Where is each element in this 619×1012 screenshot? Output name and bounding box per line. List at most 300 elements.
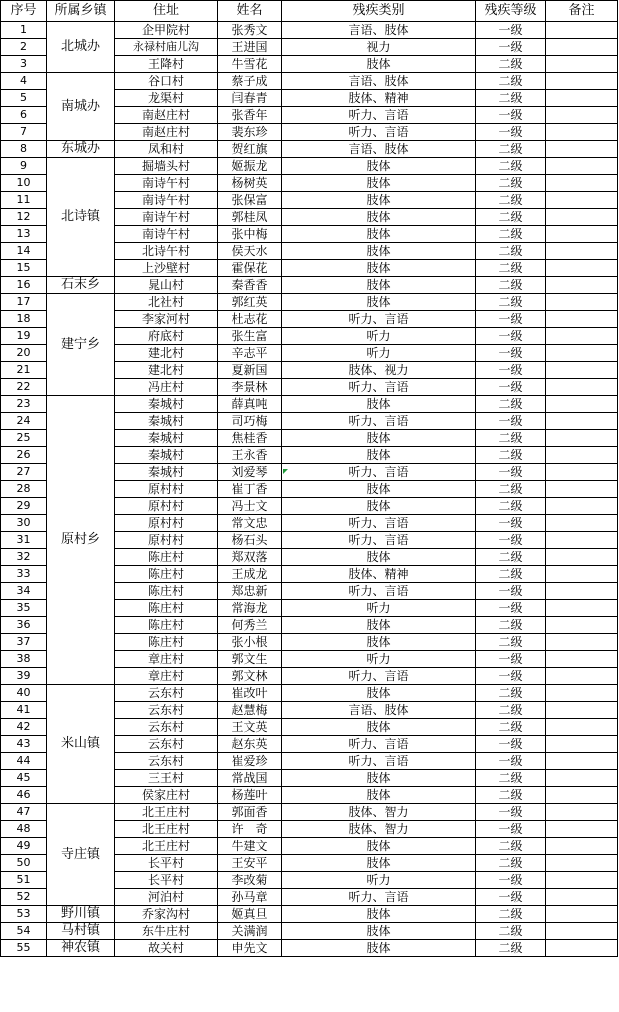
- cell-name[interactable]: 牛雪花: [218, 56, 282, 73]
- cell-disability-grade[interactable]: 一级: [476, 736, 546, 753]
- cell-disability-category[interactable]: 肢体: [282, 549, 476, 566]
- cell-disability-category[interactable]: 肢体: [282, 685, 476, 702]
- cell-disability-grade[interactable]: 二级: [476, 940, 546, 957]
- cell-disability-grade[interactable]: 一级: [476, 821, 546, 838]
- cell-address[interactable]: 上沙壁村: [115, 260, 218, 277]
- cell-remarks[interactable]: [546, 39, 618, 56]
- cell-address[interactable]: 南赵庄村: [115, 124, 218, 141]
- cell-remarks[interactable]: [546, 651, 618, 668]
- cell-serial[interactable]: 24: [1, 413, 47, 430]
- cell-disability-grade[interactable]: 二级: [476, 277, 546, 294]
- cell-address[interactable]: 建北村: [115, 362, 218, 379]
- cell-disability-grade[interactable]: 一级: [476, 345, 546, 362]
- cell-address[interactable]: 晁山村: [115, 277, 218, 294]
- cell-disability-category[interactable]: 肢体、精神: [282, 566, 476, 583]
- cell-address[interactable]: 故关村: [115, 940, 218, 957]
- cell-disability-grade[interactable]: 二级: [476, 719, 546, 736]
- cell-address[interactable]: 陈庄村: [115, 549, 218, 566]
- cell-name[interactable]: 王成龙: [218, 566, 282, 583]
- cell-address[interactable]: 云东村: [115, 702, 218, 719]
- cell-disability-grade[interactable]: 一级: [476, 515, 546, 532]
- cell-name[interactable]: 何秀兰: [218, 617, 282, 634]
- cell-disability-grade[interactable]: 一级: [476, 872, 546, 889]
- cell-disability-grade[interactable]: 二级: [476, 923, 546, 940]
- cell-name[interactable]: 杜志花: [218, 311, 282, 328]
- cell-name[interactable]: 霍保花: [218, 260, 282, 277]
- cell-disability-grade[interactable]: 一级: [476, 107, 546, 124]
- cell-disability-grade[interactable]: 二级: [476, 141, 546, 158]
- cell-serial[interactable]: 12: [1, 209, 47, 226]
- cell-disability-grade[interactable]: 一级: [476, 668, 546, 685]
- cell-name[interactable]: 常海龙: [218, 600, 282, 617]
- cell-address[interactable]: 秦城村: [115, 430, 218, 447]
- cell-serial[interactable]: 7: [1, 124, 47, 141]
- cell-serial[interactable]: 53: [1, 906, 47, 923]
- cell-township[interactable]: 野川镇: [47, 906, 115, 923]
- cell-serial[interactable]: 17: [1, 294, 47, 311]
- cell-disability-grade[interactable]: 一级: [476, 311, 546, 328]
- cell-remarks[interactable]: [546, 90, 618, 107]
- cell-remarks[interactable]: [546, 396, 618, 413]
- cell-serial[interactable]: 18: [1, 311, 47, 328]
- cell-serial[interactable]: 26: [1, 447, 47, 464]
- cell-serial[interactable]: 33: [1, 566, 47, 583]
- cell-disability-category[interactable]: 听力: [282, 872, 476, 889]
- cell-address[interactable]: 三王村: [115, 770, 218, 787]
- cell-remarks[interactable]: [546, 532, 618, 549]
- cell-remarks[interactable]: [546, 685, 618, 702]
- cell-remarks[interactable]: [546, 209, 618, 226]
- cell-serial[interactable]: 54: [1, 923, 47, 940]
- cell-remarks[interactable]: [546, 362, 618, 379]
- cell-name[interactable]: 郭桂凤: [218, 209, 282, 226]
- cell-remarks[interactable]: [546, 838, 618, 855]
- cell-remarks[interactable]: [546, 158, 618, 175]
- cell-name[interactable]: 李改菊: [218, 872, 282, 889]
- cell-serial[interactable]: 14: [1, 243, 47, 260]
- cell-disability-category[interactable]: 听力、言语: [282, 413, 476, 430]
- cell-serial[interactable]: 22: [1, 379, 47, 396]
- cell-remarks[interactable]: [546, 107, 618, 124]
- cell-address[interactable]: 秦城村: [115, 447, 218, 464]
- cell-remarks[interactable]: [546, 617, 618, 634]
- cell-disability-category[interactable]: 肢体: [282, 430, 476, 447]
- cell-name[interactable]: 姬振龙: [218, 158, 282, 175]
- cell-disability-grade[interactable]: 二级: [476, 243, 546, 260]
- cell-address[interactable]: 长平村: [115, 855, 218, 872]
- cell-disability-category[interactable]: 肢体: [282, 158, 476, 175]
- cell-address[interactable]: 南诗午村: [115, 175, 218, 192]
- cell-serial[interactable]: 31: [1, 532, 47, 549]
- cell-disability-category[interactable]: 听力、言语: [282, 753, 476, 770]
- cell-address[interactable]: 章庄村: [115, 668, 218, 685]
- cell-remarks[interactable]: [546, 447, 618, 464]
- cell-remarks[interactable]: [546, 702, 618, 719]
- cell-name[interactable]: 郑忠新: [218, 583, 282, 600]
- cell-remarks[interactable]: [546, 940, 618, 957]
- cell-address[interactable]: 凤和村: [115, 141, 218, 158]
- cell-address[interactable]: 秦城村: [115, 396, 218, 413]
- cell-serial[interactable]: 29: [1, 498, 47, 515]
- cell-disability-category[interactable]: 言语、肢体: [282, 141, 476, 158]
- cell-disability-grade[interactable]: 二级: [476, 566, 546, 583]
- cell-serial[interactable]: 25: [1, 430, 47, 447]
- cell-name[interactable]: 王文英: [218, 719, 282, 736]
- cell-remarks[interactable]: [546, 345, 618, 362]
- cell-disability-category[interactable]: 肢体: [282, 226, 476, 243]
- cell-disability-grade[interactable]: 一级: [476, 124, 546, 141]
- cell-disability-grade[interactable]: 二级: [476, 192, 546, 209]
- cell-name[interactable]: 郭面香: [218, 804, 282, 821]
- cell-address[interactable]: 陈庄村: [115, 634, 218, 651]
- cell-disability-category[interactable]: 听力: [282, 328, 476, 345]
- cell-remarks[interactable]: [546, 804, 618, 821]
- cell-name[interactable]: 王安平: [218, 855, 282, 872]
- cell-disability-grade[interactable]: 一级: [476, 379, 546, 396]
- cell-address[interactable]: 原村村: [115, 498, 218, 515]
- cell-address[interactable]: 南赵庄村: [115, 107, 218, 124]
- cell-serial[interactable]: 10: [1, 175, 47, 192]
- cell-name[interactable]: 辛志平: [218, 345, 282, 362]
- cell-remarks[interactable]: [546, 668, 618, 685]
- cell-serial[interactable]: 5: [1, 90, 47, 107]
- cell-disability-category[interactable]: 肢体: [282, 838, 476, 855]
- cell-serial[interactable]: 44: [1, 753, 47, 770]
- cell-disability-grade[interactable]: 二级: [476, 787, 546, 804]
- cell-name[interactable]: 焦桂香: [218, 430, 282, 447]
- cell-serial[interactable]: 15: [1, 260, 47, 277]
- cell-disability-grade[interactable]: 一级: [476, 22, 546, 39]
- cell-township[interactable]: 寺庄镇: [47, 804, 115, 906]
- cell-address[interactable]: 乔家沟村: [115, 906, 218, 923]
- cell-serial[interactable]: 11: [1, 192, 47, 209]
- cell-address[interactable]: 南诗午村: [115, 226, 218, 243]
- comment-indicator-icon[interactable]: [283, 469, 288, 474]
- cell-address[interactable]: 北社村: [115, 294, 218, 311]
- cell-name[interactable]: 郑双落: [218, 549, 282, 566]
- cell-name[interactable]: 张保富: [218, 192, 282, 209]
- cell-serial[interactable]: 45: [1, 770, 47, 787]
- cell-remarks[interactable]: [546, 226, 618, 243]
- cell-name[interactable]: 郭文林: [218, 668, 282, 685]
- cell-remarks[interactable]: [546, 294, 618, 311]
- cell-disability-grade[interactable]: 二级: [476, 906, 546, 923]
- cell-disability-grade[interactable]: 一级: [476, 413, 546, 430]
- cell-disability-category[interactable]: 肢体: [282, 56, 476, 73]
- cell-serial[interactable]: 47: [1, 804, 47, 821]
- cell-disability-category[interactable]: 肢体: [282, 617, 476, 634]
- cell-serial[interactable]: 38: [1, 651, 47, 668]
- cell-name[interactable]: 冯士文: [218, 498, 282, 515]
- cell-serial[interactable]: 4: [1, 73, 47, 90]
- header-name[interactable]: 姓名: [218, 1, 282, 22]
- cell-name[interactable]: 郭文生: [218, 651, 282, 668]
- cell-serial[interactable]: 23: [1, 396, 47, 413]
- cell-serial[interactable]: 9: [1, 158, 47, 175]
- cell-remarks[interactable]: [546, 923, 618, 940]
- cell-remarks[interactable]: [546, 464, 618, 481]
- cell-address[interactable]: 秦城村: [115, 464, 218, 481]
- header-remarks[interactable]: 备注: [546, 1, 618, 22]
- cell-township[interactable]: 马村镇: [47, 923, 115, 940]
- cell-remarks[interactable]: [546, 141, 618, 158]
- cell-name[interactable]: 张香年: [218, 107, 282, 124]
- cell-address[interactable]: 王降村: [115, 56, 218, 73]
- cell-remarks[interactable]: [546, 260, 618, 277]
- cell-disability-grade[interactable]: 一级: [476, 651, 546, 668]
- cell-remarks[interactable]: [546, 634, 618, 651]
- cell-disability-category[interactable]: 肢体: [282, 447, 476, 464]
- cell-address[interactable]: 长平村: [115, 872, 218, 889]
- cell-serial[interactable]: 30: [1, 515, 47, 532]
- cell-disability-category[interactable]: 听力、言语: [282, 379, 476, 396]
- cell-disability-category[interactable]: 言语、肢体: [282, 73, 476, 90]
- cell-serial[interactable]: 39: [1, 668, 47, 685]
- cell-serial[interactable]: 3: [1, 56, 47, 73]
- cell-township[interactable]: 米山镇: [47, 685, 115, 804]
- cell-name[interactable]: 崔丁香: [218, 481, 282, 498]
- cell-remarks[interactable]: [546, 430, 618, 447]
- cell-disability-grade[interactable]: 二级: [476, 260, 546, 277]
- cell-disability-grade[interactable]: 二级: [476, 294, 546, 311]
- cell-name[interactable]: 杨石头: [218, 532, 282, 549]
- cell-disability-grade[interactable]: 一级: [476, 889, 546, 906]
- cell-disability-category[interactable]: 听力、言语: [282, 889, 476, 906]
- cell-address[interactable]: 北诗午村: [115, 243, 218, 260]
- cell-address[interactable]: 陈庄村: [115, 566, 218, 583]
- cell-name[interactable]: 常战国: [218, 770, 282, 787]
- cell-disability-grade[interactable]: 二级: [476, 481, 546, 498]
- cell-remarks[interactable]: [546, 719, 618, 736]
- cell-disability-grade[interactable]: 二级: [476, 702, 546, 719]
- cell-name[interactable]: 贺红旗: [218, 141, 282, 158]
- cell-address[interactable]: 北王庄村: [115, 804, 218, 821]
- cell-serial[interactable]: 27: [1, 464, 47, 481]
- cell-disability-grade[interactable]: 二级: [476, 175, 546, 192]
- cell-remarks[interactable]: [546, 549, 618, 566]
- cell-disability-grade[interactable]: 一级: [476, 804, 546, 821]
- cell-disability-category[interactable]: 肢体: [282, 243, 476, 260]
- cell-serial[interactable]: 6: [1, 107, 47, 124]
- cell-address[interactable]: 企甲院村: [115, 22, 218, 39]
- cell-disability-category[interactable]: 听力: [282, 600, 476, 617]
- cell-remarks[interactable]: [546, 277, 618, 294]
- cell-address[interactable]: 云东村: [115, 753, 218, 770]
- cell-disability-category[interactable]: 肢体: [282, 906, 476, 923]
- cell-remarks[interactable]: [546, 821, 618, 838]
- cell-name[interactable]: 关满润: [218, 923, 282, 940]
- cell-disability-grade[interactable]: 一级: [476, 600, 546, 617]
- cell-name[interactable]: 张秀文: [218, 22, 282, 39]
- cell-disability-grade[interactable]: 一级: [476, 583, 546, 600]
- cell-disability-grade[interactable]: 一级: [476, 532, 546, 549]
- cell-name[interactable]: 秦香香: [218, 277, 282, 294]
- cell-disability-grade[interactable]: 一级: [476, 328, 546, 345]
- cell-address[interactable]: 冯庄村: [115, 379, 218, 396]
- cell-remarks[interactable]: [546, 872, 618, 889]
- cell-serial[interactable]: 34: [1, 583, 47, 600]
- cell-serial[interactable]: 13: [1, 226, 47, 243]
- cell-disability-category[interactable]: 听力、言语: [282, 532, 476, 549]
- cell-address[interactable]: 陈庄村: [115, 600, 218, 617]
- cell-disability-category[interactable]: 听力、言语: [282, 736, 476, 753]
- cell-name[interactable]: 杨莲叶: [218, 787, 282, 804]
- cell-name[interactable]: 常文忠: [218, 515, 282, 532]
- cell-remarks[interactable]: [546, 515, 618, 532]
- cell-name[interactable]: 侯天水: [218, 243, 282, 260]
- cell-disability-category[interactable]: 肢体: [282, 175, 476, 192]
- cell-remarks[interactable]: [546, 906, 618, 923]
- cell-disability-category[interactable]: 肢体: [282, 260, 476, 277]
- cell-serial[interactable]: 16: [1, 277, 47, 294]
- cell-name[interactable]: 张生富: [218, 328, 282, 345]
- cell-disability-category[interactable]: 听力、言语: [282, 464, 476, 481]
- cell-address[interactable]: 陈庄村: [115, 617, 218, 634]
- cell-address[interactable]: 掘墙头村: [115, 158, 218, 175]
- cell-name[interactable]: 杨树英: [218, 175, 282, 192]
- cell-name[interactable]: 许 奇: [218, 821, 282, 838]
- cell-disability-category[interactable]: 言语、肢体: [282, 702, 476, 719]
- cell-remarks[interactable]: [546, 787, 618, 804]
- cell-disability-category[interactable]: 肢体: [282, 294, 476, 311]
- cell-address[interactable]: 原村村: [115, 481, 218, 498]
- cell-remarks[interactable]: [546, 328, 618, 345]
- cell-serial[interactable]: 21: [1, 362, 47, 379]
- cell-disability-category[interactable]: 肢体、视力: [282, 362, 476, 379]
- cell-name[interactable]: 王永香: [218, 447, 282, 464]
- cell-township[interactable]: 北诗镇: [47, 158, 115, 277]
- cell-remarks[interactable]: [546, 192, 618, 209]
- cell-remarks[interactable]: [546, 889, 618, 906]
- cell-disability-category[interactable]: 肢体: [282, 498, 476, 515]
- cell-serial[interactable]: 41: [1, 702, 47, 719]
- cell-name[interactable]: 崔改叶: [218, 685, 282, 702]
- cell-disability-grade[interactable]: 二级: [476, 549, 546, 566]
- cell-name[interactable]: 郭红英: [218, 294, 282, 311]
- header-address[interactable]: 住址: [115, 1, 218, 22]
- cell-disability-category[interactable]: 肢体: [282, 719, 476, 736]
- cell-name[interactable]: 申先文: [218, 940, 282, 957]
- cell-disability-category[interactable]: 肢体: [282, 192, 476, 209]
- cell-disability-grade[interactable]: 二级: [476, 209, 546, 226]
- cell-address[interactable]: 秦城村: [115, 413, 218, 430]
- cell-disability-category[interactable]: 肢体、智力: [282, 804, 476, 821]
- cell-remarks[interactable]: [546, 124, 618, 141]
- cell-remarks[interactable]: [546, 736, 618, 753]
- cell-address[interactable]: 南诗午村: [115, 192, 218, 209]
- cell-serial[interactable]: 36: [1, 617, 47, 634]
- cell-disability-category[interactable]: 听力: [282, 345, 476, 362]
- header-serial[interactable]: 序号: [1, 1, 47, 22]
- cell-serial[interactable]: 42: [1, 719, 47, 736]
- cell-disability-grade[interactable]: 二级: [476, 90, 546, 107]
- cell-address[interactable]: 云东村: [115, 736, 218, 753]
- header-township[interactable]: 所属乡镇: [47, 1, 115, 22]
- cell-serial[interactable]: 19: [1, 328, 47, 345]
- cell-disability-category[interactable]: 肢体: [282, 481, 476, 498]
- cell-serial[interactable]: 37: [1, 634, 47, 651]
- cell-remarks[interactable]: [546, 56, 618, 73]
- cell-disability-category[interactable]: 肢体: [282, 396, 476, 413]
- cell-address[interactable]: 原村村: [115, 532, 218, 549]
- cell-township[interactable]: 建宁乡: [47, 294, 115, 396]
- cell-township[interactable]: 石末乡: [47, 277, 115, 294]
- cell-address[interactable]: 北王庄村: [115, 838, 218, 855]
- cell-remarks[interactable]: [546, 498, 618, 515]
- cell-disability-grade[interactable]: 二级: [476, 430, 546, 447]
- cell-township[interactable]: 东城办: [47, 141, 115, 158]
- cell-address[interactable]: 李家河村: [115, 311, 218, 328]
- cell-address[interactable]: 云东村: [115, 719, 218, 736]
- cell-disability-grade[interactable]: 二级: [476, 226, 546, 243]
- cell-disability-grade[interactable]: 二级: [476, 447, 546, 464]
- cell-disability-category[interactable]: 肢体: [282, 209, 476, 226]
- cell-disability-grade[interactable]: 二级: [476, 396, 546, 413]
- cell-disability-category[interactable]: 听力、言语: [282, 311, 476, 328]
- cell-disability-category[interactable]: 肢体、精神: [282, 90, 476, 107]
- cell-remarks[interactable]: [546, 583, 618, 600]
- cell-disability-grade[interactable]: 二级: [476, 634, 546, 651]
- cell-township[interactable]: 神农镇: [47, 940, 115, 957]
- cell-disability-grade[interactable]: 二级: [476, 158, 546, 175]
- cell-remarks[interactable]: [546, 753, 618, 770]
- cell-remarks[interactable]: [546, 73, 618, 90]
- cell-name[interactable]: 刘爱琴: [218, 464, 282, 481]
- cell-serial[interactable]: 1: [1, 22, 47, 39]
- cell-address[interactable]: 侯家庄村: [115, 787, 218, 804]
- cell-remarks[interactable]: [546, 22, 618, 39]
- cell-name[interactable]: 赵慧梅: [218, 702, 282, 719]
- cell-name[interactable]: 姬真旦: [218, 906, 282, 923]
- cell-disability-category[interactable]: 肢体: [282, 787, 476, 804]
- cell-disability-grade[interactable]: 二级: [476, 838, 546, 855]
- cell-disability-category[interactable]: 肢体: [282, 634, 476, 651]
- cell-disability-category[interactable]: 肢体: [282, 940, 476, 957]
- cell-remarks[interactable]: [546, 243, 618, 260]
- cell-address[interactable]: 谷口村: [115, 73, 218, 90]
- cell-address[interactable]: 陈庄村: [115, 583, 218, 600]
- cell-name[interactable]: 张中梅: [218, 226, 282, 243]
- cell-disability-category[interactable]: 肢体、智力: [282, 821, 476, 838]
- cell-disability-grade[interactable]: 二级: [476, 770, 546, 787]
- cell-serial[interactable]: 2: [1, 39, 47, 56]
- cell-address[interactable]: 龙渠村: [115, 90, 218, 107]
- cell-remarks[interactable]: [546, 566, 618, 583]
- cell-disability-category[interactable]: 肢体: [282, 855, 476, 872]
- cell-name[interactable]: 蔡子成: [218, 73, 282, 90]
- cell-remarks[interactable]: [546, 413, 618, 430]
- cell-disability-category[interactable]: 听力、言语: [282, 583, 476, 600]
- cell-township[interactable]: 北城办: [47, 22, 115, 73]
- cell-name[interactable]: 孙马章: [218, 889, 282, 906]
- header-disability-grade[interactable]: 残疾等级: [476, 1, 546, 22]
- cell-address[interactable]: 原村村: [115, 515, 218, 532]
- cell-disability-grade[interactable]: 二级: [476, 617, 546, 634]
- cell-disability-category[interactable]: 肢体: [282, 277, 476, 294]
- cell-remarks[interactable]: [546, 481, 618, 498]
- cell-serial[interactable]: 32: [1, 549, 47, 566]
- cell-disability-grade[interactable]: 一级: [476, 39, 546, 56]
- cell-address[interactable]: 河泊村: [115, 889, 218, 906]
- cell-serial[interactable]: 28: [1, 481, 47, 498]
- cell-name[interactable]: 李景林: [218, 379, 282, 396]
- cell-name[interactable]: 司巧梅: [218, 413, 282, 430]
- cell-name[interactable]: 夏新国: [218, 362, 282, 379]
- cell-disability-category[interactable]: 听力、言语: [282, 668, 476, 685]
- cell-disability-category[interactable]: 肢体: [282, 770, 476, 787]
- cell-name[interactable]: 王进国: [218, 39, 282, 56]
- cell-remarks[interactable]: [546, 175, 618, 192]
